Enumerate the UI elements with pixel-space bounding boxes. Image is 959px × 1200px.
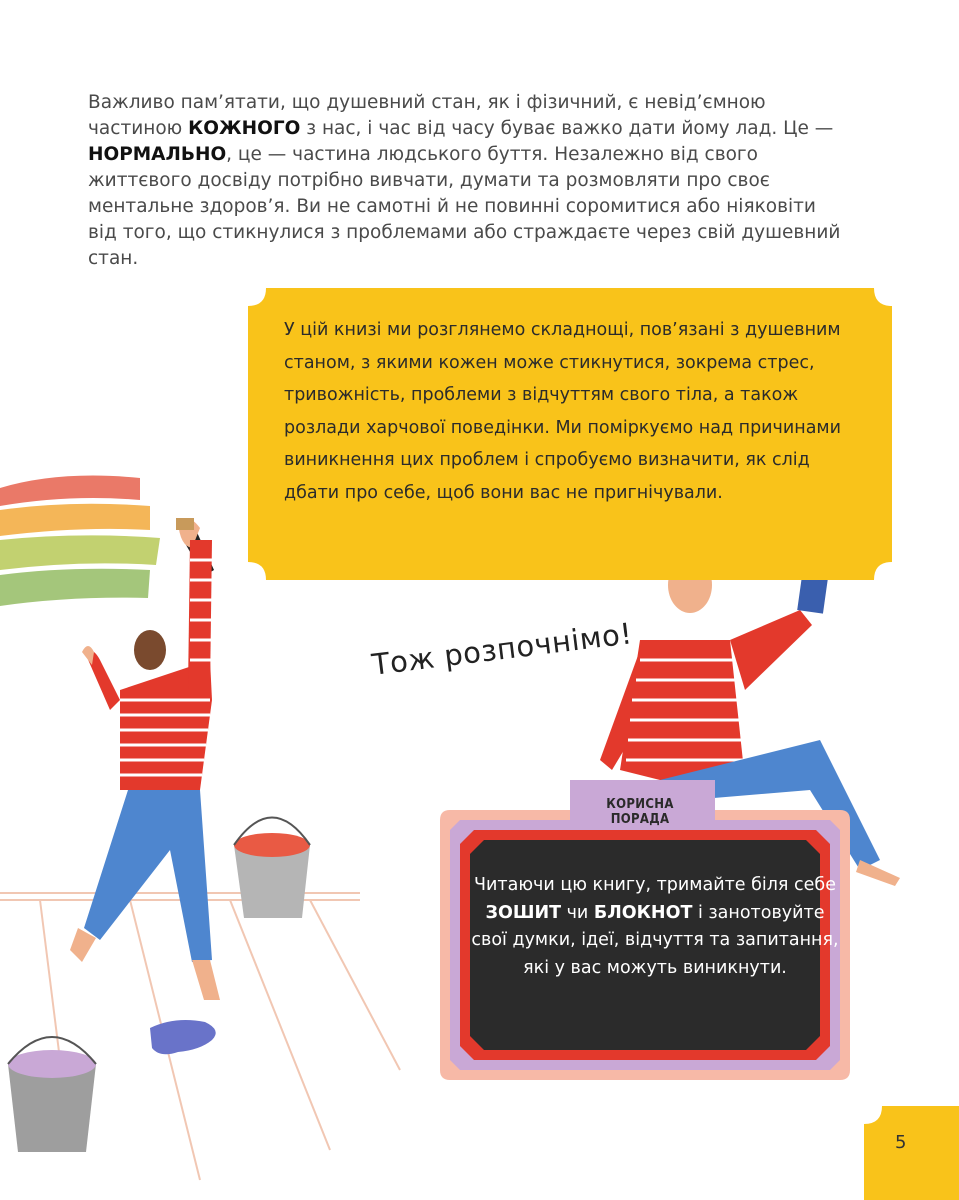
tip-text <box>470 872 840 982</box>
intro-bold-everyone: КОЖНОГО <box>188 118 301 139</box>
yellow-info-box <box>248 288 892 580</box>
rainbow-strokes-illustration <box>0 476 160 606</box>
tip-text-2: чи <box>561 902 594 923</box>
page-number: 5 <box>895 1132 907 1153</box>
tip-text-1: Читаючи цю книгу, тримайте біля себе <box>474 875 836 895</box>
lilac-paint-bucket-illustration <box>8 1037 96 1152</box>
intro-text-2: з нас, і час від часу буває важко дати йому лад. Це — <box>300 118 834 139</box>
page-corner-tab <box>864 1106 959 1200</box>
paint-puddle-illustration <box>150 1020 216 1054</box>
intro-text-1: Важливо пам’ятати, що душевний стан, як і фізичний, є невід’ємною частиною <box>88 92 766 139</box>
intro-text-3: , це — частина людського буття. Незалежно від свого життєвого досвіду потрібно вивчати, думати та розмовляти про своє ментальне здоров’я. Ви не самотні й не повинні соромитися або ніяковіти від того, що стикнулися з проблемами або страждаєте через свій душевний стан. <box>88 144 841 269</box>
yellow-box-text: У цій книзі ми розглянемо складнощі, пов’язані з душевним станом, з якими кожен може стикнутися, зокрема стрес, тривожність, проблеми з відчуттям свого тіла, а також розлади харчової поведінки. Ми поміркуємо над причинами виникнення цих проблем і спробуємо визначити, як слід дбати про себе, щоб вони вас не пригнічували. <box>284 320 842 503</box>
tip-bold-notepad: БЛОКНОТ <box>593 902 693 923</box>
tip-bold-notebook: ЗОШИТ <box>485 902 562 923</box>
intro-bold-normal: НОРМАЛЬНО <box>88 144 227 165</box>
tip-text-3: і занотовуйте свої думки, ідеї, відчуття та запитання, які у вас можуть виникнути. <box>471 902 839 978</box>
red-paint-bucket-illustration <box>234 818 310 919</box>
lets-begin-heading: Тож розпочнімо! <box>369 616 635 682</box>
tip-label: КОРИСНА ПОРАДА <box>606 797 674 827</box>
